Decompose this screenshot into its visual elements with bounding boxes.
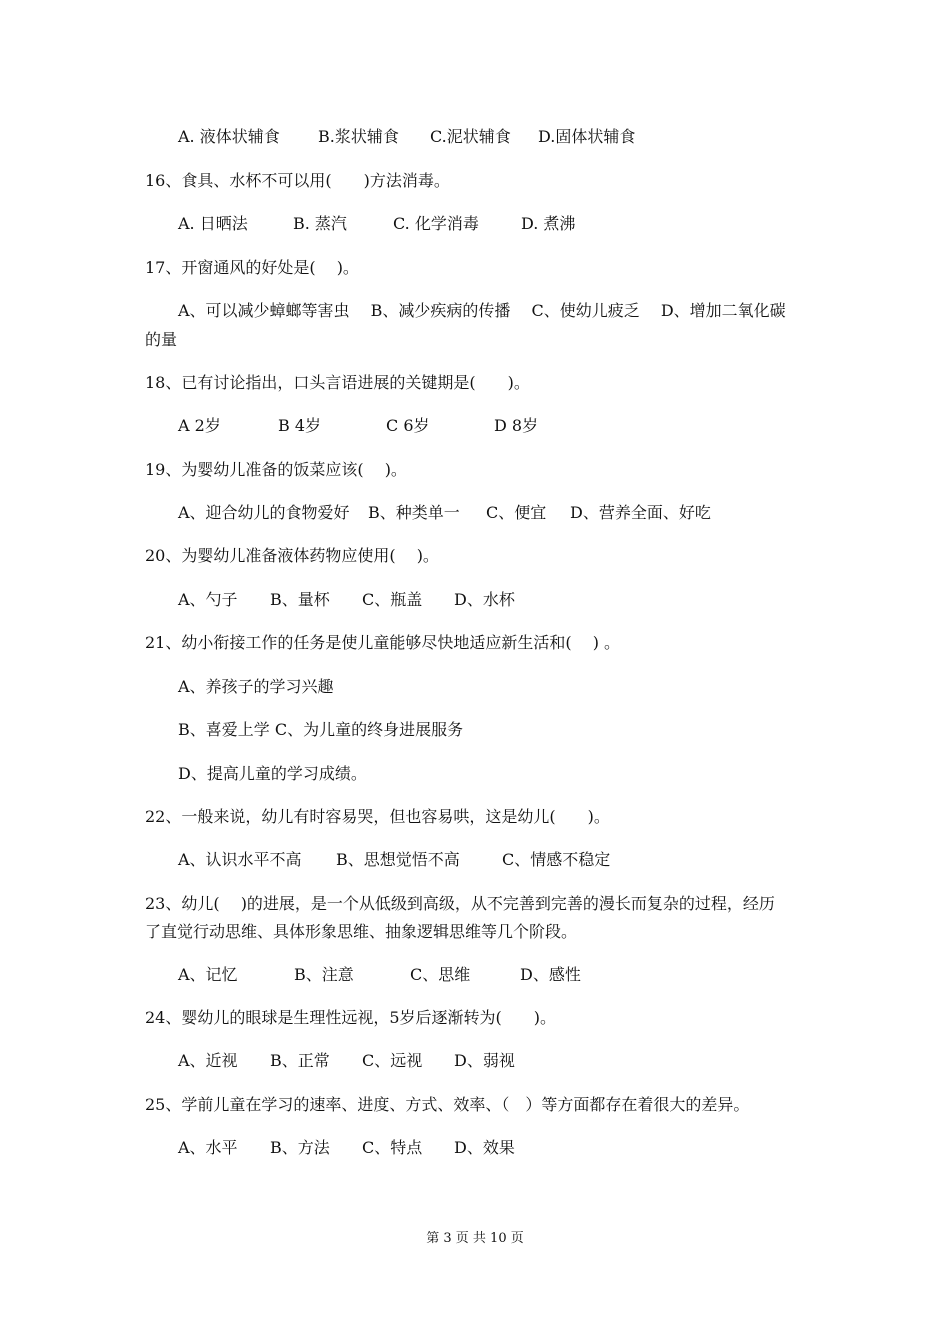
q25-stem: 25、学前儿童在学习的速率、进度、方式、效率、（ ）等方面都存在着很大的差异。 (145, 1095, 750, 1114)
q25-options (178, 1137, 848, 1159)
q24-option-c: C、远视 (362, 1051, 423, 1070)
q21-option-d: D、提高儿童的学习成绩。 (178, 764, 367, 783)
q18-stem: 18、已有讨论指出，口头言语进展的关键期是( )。 (145, 373, 530, 392)
q21-stem: 21、幼小衔接工作的任务是使儿童能够尽快地适应新生活和( ) 。 (145, 633, 621, 652)
q23-stem-line1: 23、幼儿( )的进展，是一个从低级到高级，从不完善到完善的漫长而复杂的过程，经历 (145, 894, 775, 913)
q15-option-c: C.泥状辅食 (430, 127, 511, 146)
q22-option-b: B、思想觉悟不高 (336, 850, 460, 869)
q19-option-d: D、营养全面、好吃 (570, 503, 711, 522)
q17-options-line1: A、可以减少蟑螂等害虫 B、减少疾病的传播 C、使幼儿疲乏 D、增加二氧化碳 (178, 301, 786, 320)
q15-option-a: A. 液体状辅食 (178, 127, 280, 146)
q23-option-d: D、感性 (520, 965, 581, 984)
q19-option-a: A、迎合幼儿的食物爱好 (178, 503, 350, 522)
q18-option-d: D 8岁 (494, 416, 539, 435)
q18-option-a: A 2岁 (178, 416, 221, 435)
q16-option-a: A. 日晒法 (178, 214, 248, 233)
page-number: 第 3 页 共 10 页 (426, 1231, 524, 1246)
q23-option-a: A、记忆 (178, 965, 238, 984)
q25-option-c: C、特点 (362, 1138, 423, 1157)
q24-option-b: B、正常 (270, 1051, 330, 1070)
q16-options (178, 213, 848, 235)
q20-options (178, 589, 848, 611)
q24-stem: 24、婴幼儿的眼球是生理性远视，5岁后逐渐转为( )。 (145, 1008, 557, 1027)
q15-option-d: D.固体状辅食 (538, 127, 636, 146)
q20-option-a: A、勺子 (178, 590, 238, 609)
q25-option-b: B、方法 (270, 1138, 330, 1157)
q17-stem: 17、开窗通风的好处是( )。 (145, 258, 359, 277)
q16-option-d: D. 煮沸 (521, 214, 576, 233)
q21-option-bc: B、喜爱上学 C、为儿童的终身进展服务 (178, 720, 464, 739)
q25-option-a: A、水平 (178, 1138, 238, 1157)
q25-option-d: D、效果 (454, 1138, 515, 1157)
q15-options (178, 126, 848, 148)
q19-options (178, 502, 848, 524)
q20-option-b: B、量杯 (270, 590, 330, 609)
q24-options (178, 1050, 848, 1072)
q22-options (178, 849, 848, 871)
q22-stem: 22、一般来说，幼儿有时容易哭，但也容易哄，这是幼儿( )。 (145, 807, 610, 826)
q20-option-c: C、瓶盖 (362, 590, 423, 609)
q15-option-b: B.浆状辅食 (318, 127, 399, 146)
q20-option-d: D、水杯 (454, 590, 515, 609)
q23-option-c: C、思维 (410, 965, 471, 984)
q19-option-c: C、便宜 (486, 503, 547, 522)
q23-stem-line2: 了直觉行动思维、具体形象思维、抽象逻辑思维等几个阶段。 (145, 922, 578, 941)
q21-option-a: A、养孩子的学习兴趣 (178, 677, 334, 696)
q18-option-c: C 6岁 (386, 416, 430, 435)
q20-stem: 20、为婴幼儿准备液体药物应使用( )。 (145, 546, 439, 565)
q19-stem: 19、为婴幼儿准备的饭菜应该( )。 (145, 460, 407, 479)
q24-option-a: A、近视 (178, 1051, 238, 1070)
q17-options-line2: 的量 (145, 330, 178, 349)
q18-option-b: B 4岁 (278, 416, 322, 435)
q19-option-b: B、种类单一 (368, 503, 460, 522)
q22-option-c: C、情感不稳定 (502, 850, 611, 869)
q23-option-b: B、注意 (294, 965, 354, 984)
q23-options (178, 964, 848, 986)
q16-stem: 16、食具、水杯不可以用( )方法消毒。 (145, 171, 450, 190)
q22-option-a: A、认识水平不高 (178, 850, 302, 869)
q18-options (178, 415, 848, 437)
q16-option-c: C. 化学消毒 (393, 214, 479, 233)
q16-option-b: B. 蒸汽 (293, 214, 347, 233)
q24-option-d: D、弱视 (454, 1051, 515, 1070)
